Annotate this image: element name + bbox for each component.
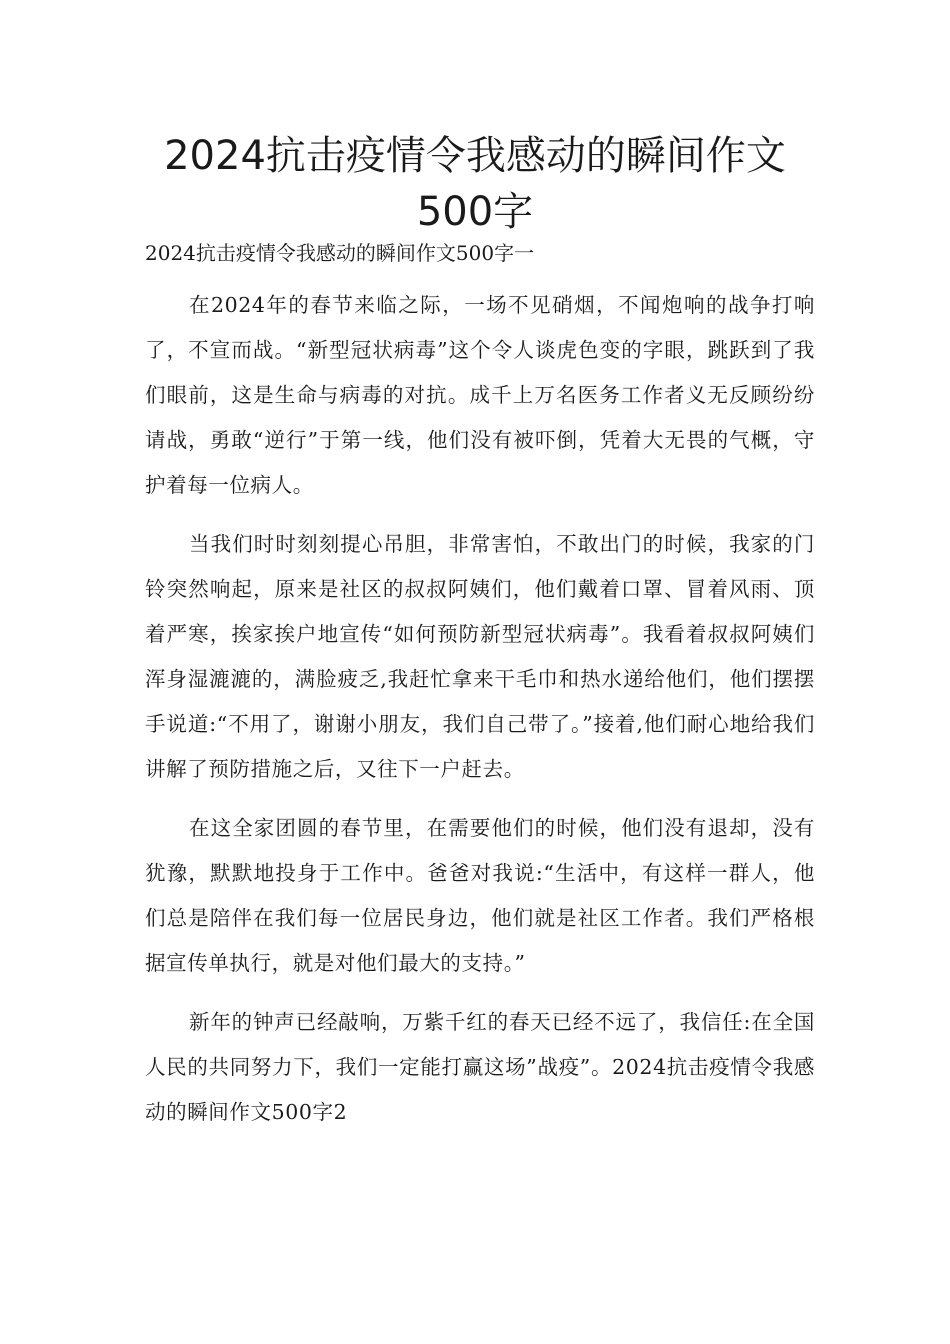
paragraph-2: 当我们时时刻刻提心吊胆，非常害怕，不敢出门的时候，我家的门铃突然响起，原来是社区的叔叔阿姨们，他们戴着口罩、冒着风雨、顶着严寒，挨家挨户地宣传“如何预防新型冠状病毒”。我看着叔叔阿姨们浑身湿漉漉的，满脸疲乏,我赶忙拿来干毛巾和热水递给他们，他们摆摆手说道:“不用了，谢谢小朋友，我们自己带了。”接着,他们耐心地给我们讲解了预防措施之后，又往下一户赶去。 bbox=[145, 532, 815, 781]
document-body bbox=[145, 236, 815, 1135]
paragraph-1: 在2024年的春节来临之际，一场不见硝烟，不闻炮响的战争打响了，不宣而战。“新型冠状病毒”这个令人谈虎色变的字眼，跳跃到了我们眼前，这是生命与病毒的对抗。成千上万名医务工作者义无反顾纷纷请战，勇敢“逆行”于第一线，他们没有被吓倒，凭着大无畏的气概，守护着每一位病人。 bbox=[145, 293, 815, 497]
paragraph-3: 在这全家团圆的春节里，在需要他们的时候，他们没有退却，没有犹豫，默默地投身于工作中。爸爸对我说:“生活中，有这样一群人，他们总是陪伴在我们每一位居民身边，他们就是社区工作者。我们严格根据宣传单执行，就是对他们最大的支持。” bbox=[145, 816, 815, 975]
paragraph-4: 新年的钟声已经敲响，万紫千红的春天已经不远了，我信任:在全国人民的共同努力下，我们一定能打赢这场”战疫”。2024抗击疫情令我感动的瞬间作文500字2 bbox=[145, 1010, 815, 1124]
document-title: 2024抗击疫情令我感动的瞬间作文500字 bbox=[164, 133, 786, 235]
section-heading: 2024抗击疫情令我感动的瞬间作文500字一 bbox=[145, 241, 535, 265]
